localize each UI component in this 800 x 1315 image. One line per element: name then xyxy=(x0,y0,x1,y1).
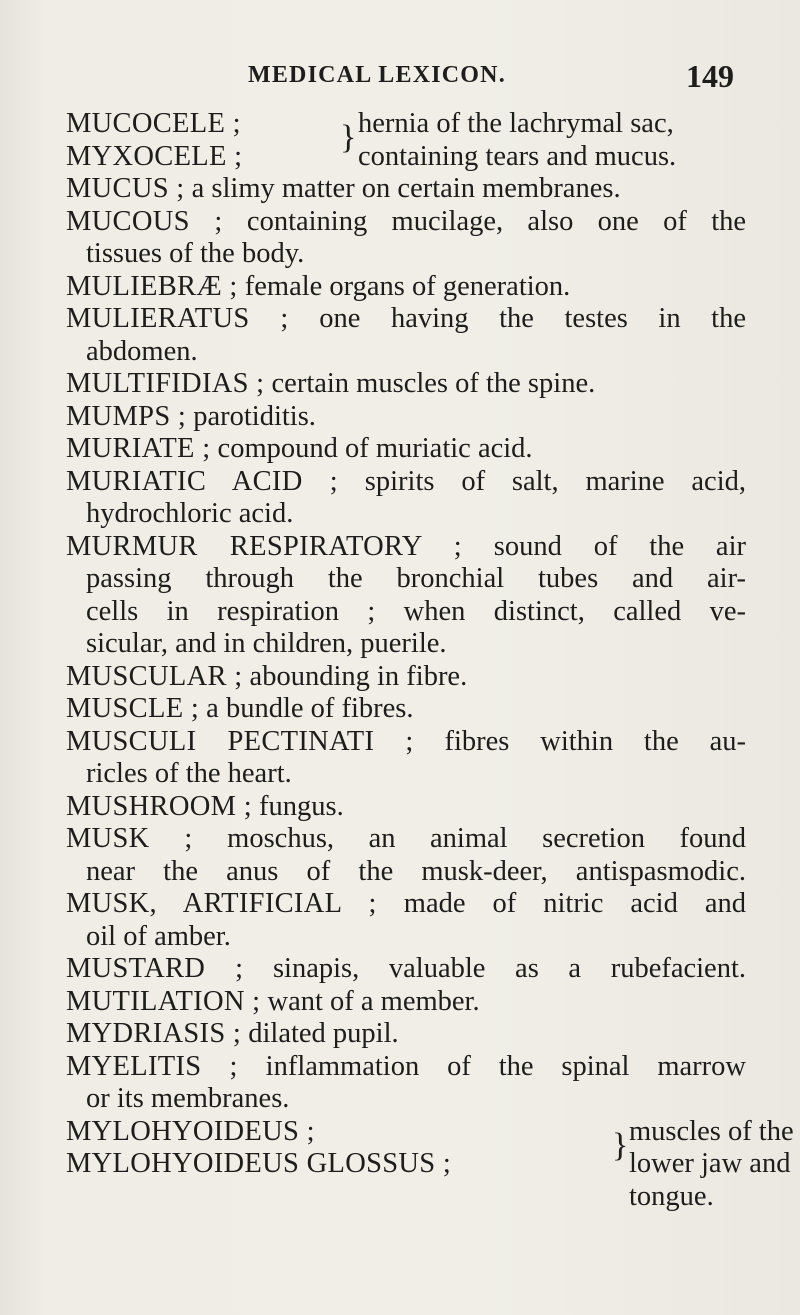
entry-continuation: hydrochloric acid. xyxy=(86,498,294,529)
brace-glyph: } xyxy=(612,1126,629,1164)
entry-continuation: cells in respiration ; when distinct, called ve- xyxy=(86,595,746,627)
entry-continuation: or its membranes. xyxy=(86,1083,290,1114)
headword: MURMUR RESPIRATORY ; xyxy=(66,530,462,562)
entry-myelitis xyxy=(66,1051,746,1084)
entry-mydriasis xyxy=(66,1018,746,1051)
page-number: 149 xyxy=(686,58,734,94)
definition: sound of the air xyxy=(461,530,746,562)
entry-mushroom xyxy=(66,791,746,824)
headword: MYELITIS ; xyxy=(66,1050,238,1082)
definition-line: tongue. xyxy=(629,1180,714,1212)
headword: MURIATE ; xyxy=(66,433,211,464)
entry-continuation: sicular, and in children, puerile. xyxy=(86,628,447,659)
definition: female organs of generation. xyxy=(237,270,571,302)
entry-mucocele-myxocele xyxy=(66,108,746,173)
headword: MUSK ; xyxy=(66,823,193,854)
entry-continuation: passing through the bronchial tubes and air- xyxy=(86,563,746,594)
definition: a bundle of fibres. xyxy=(199,693,414,724)
entry-mumps xyxy=(66,401,746,434)
headword: MURIATIC ACID ; xyxy=(66,465,338,497)
page-header xyxy=(0,60,800,100)
headword: MULIERATUS ; xyxy=(66,303,289,334)
definition: sinapis, valuable as a rubefacient. xyxy=(243,953,746,984)
definition: spirits of salt, marine acid, xyxy=(337,465,747,497)
entry-mustard xyxy=(66,953,746,986)
entry-muscular xyxy=(66,661,746,694)
entry-multifidias xyxy=(66,368,746,401)
entry-mucous xyxy=(66,206,746,239)
entry-murmur-respiratory xyxy=(66,531,746,564)
entry-muriatic-acid xyxy=(66,466,746,499)
entry-muliebrae xyxy=(66,271,746,304)
entry-muscle xyxy=(66,693,746,726)
headword-mylohyoideus-glossus: MYLOHYOIDEUS GLOSSUS ; xyxy=(66,1148,452,1179)
brace-glyph: } xyxy=(340,119,357,156)
lexicon-text xyxy=(66,108,794,1213)
headword: MUSK, ARTIFICIAL ; xyxy=(66,888,377,919)
definition: containing mucilage, also one of the xyxy=(222,205,747,237)
headword: MUCUS ; xyxy=(66,173,185,204)
headword-mylohyoideus: MYLOHYOIDEUS ; xyxy=(66,1115,315,1147)
entry-musk-artificial xyxy=(66,888,746,921)
definition: abounding in fibre. xyxy=(242,660,468,692)
definition: want of a member. xyxy=(260,985,480,1017)
definition: a slimy matter on certain membranes. xyxy=(184,173,621,204)
headword: MYDRIASIS ; xyxy=(66,1018,242,1049)
definition: fungus. xyxy=(251,790,344,822)
running-head: MEDICAL LEXICON. xyxy=(248,62,506,88)
entry-musculi-pectinati xyxy=(66,726,746,759)
entry-musk xyxy=(66,823,746,856)
definition: moschus, an animal secretion found xyxy=(192,823,747,854)
definition: certain muscles of the spine. xyxy=(264,368,596,399)
entry-continuation: abdomen. xyxy=(86,335,198,367)
definition: dilated pupil. xyxy=(241,1018,399,1049)
headword: MUCOUS ; xyxy=(66,205,223,237)
headword: MULTIFIDIAS ; xyxy=(66,368,265,399)
entry-mylohyoideus xyxy=(66,1115,794,1181)
definition: fibres within the au- xyxy=(413,725,746,757)
headword-myxocele: MYXOCELE ; xyxy=(66,140,243,172)
entry-mucus xyxy=(66,173,746,206)
entry-continuation: near the anus of the musk-deer, antispasmodic. xyxy=(86,855,746,887)
entry-continuation: oil of amber. xyxy=(86,920,231,952)
headword: MUSCULAR ; xyxy=(66,660,243,692)
headword: MUMPS ; xyxy=(66,400,187,432)
headword: MULIEBRÆ ; xyxy=(66,270,238,302)
headword: MUSTARD ; xyxy=(66,953,244,984)
entry-mulieratus xyxy=(66,303,746,336)
entry-mutilation xyxy=(66,986,746,1019)
headword: MUTILATION ; xyxy=(66,985,261,1017)
definition-line: muscles of the xyxy=(629,1115,794,1147)
headword: MUSCLE ; xyxy=(66,693,200,724)
definition: compound of muriatic acid. xyxy=(210,433,533,464)
entry-muriate xyxy=(66,433,746,466)
definition-line: containing tears and mucus. xyxy=(358,140,677,172)
definition: parotiditis. xyxy=(186,400,316,432)
headword-mucocele: MUCOCELE ; xyxy=(66,108,241,139)
entry-continuation: ricles of the heart. xyxy=(86,758,292,789)
definition-line: hernia of the lachrymal sac, xyxy=(358,108,674,139)
definition: one having the testes in the xyxy=(288,303,747,334)
definition: inflammation of the spinal marrow xyxy=(237,1050,746,1082)
definition-line: lower jaw and xyxy=(629,1148,791,1179)
entry-continuation: tissues of the body. xyxy=(86,238,305,269)
headword: MUSCULI PECTINATI ; xyxy=(66,725,414,757)
definition: made of nitric acid and xyxy=(376,888,746,919)
headword: MUSHROOM ; xyxy=(66,790,252,822)
